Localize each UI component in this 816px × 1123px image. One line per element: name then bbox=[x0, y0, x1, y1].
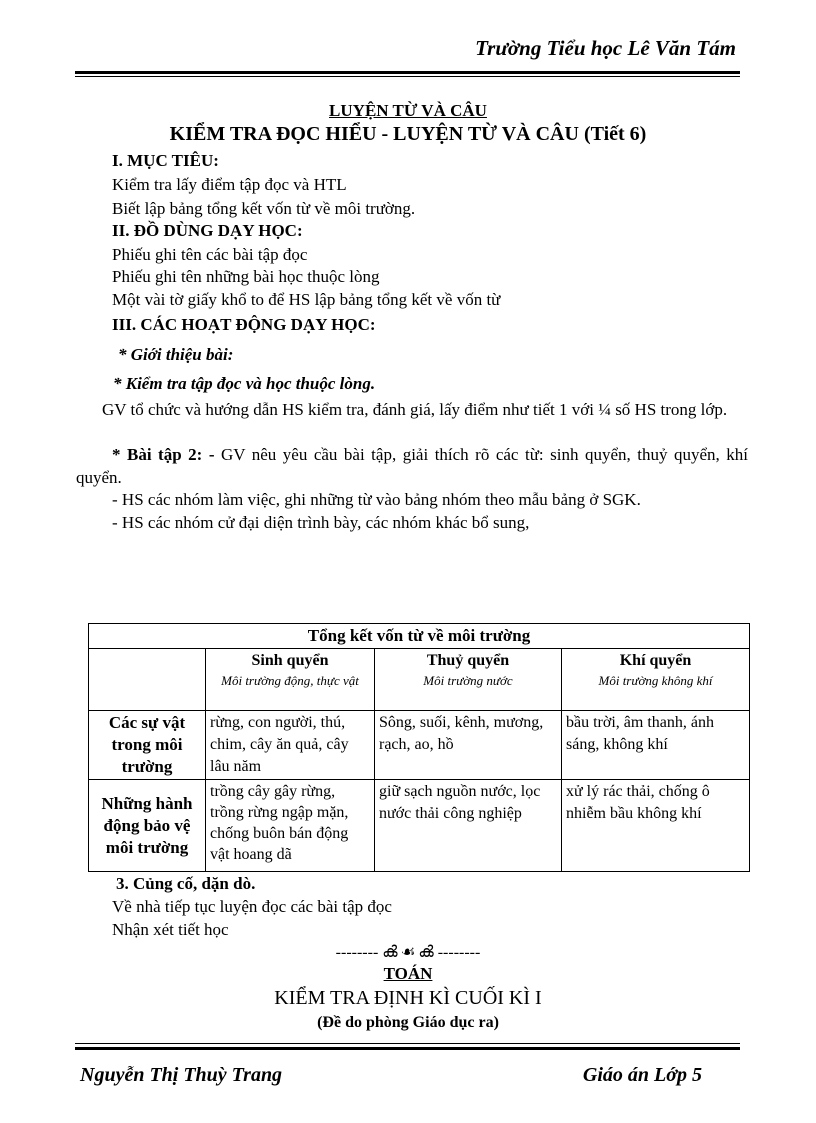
column-subtitle: Môi trường nước bbox=[423, 673, 513, 688]
lesson-title: KIỂM TRA ĐỌC HIỂU - LUYỆN TỪ VÀ CÂU (Tiết 6) bbox=[169, 123, 647, 145]
table-cell: trồng cây gây rừng, trồng rừng ngập mặn, chống buôn bán động vật hoang dã bbox=[206, 780, 375, 872]
next-subject: TOÁN bbox=[383, 964, 433, 983]
objective-item: Kiểm tra lấy điểm tập đọc và HTL bbox=[112, 175, 347, 194]
table-row bbox=[89, 780, 750, 872]
table-cell: xử lý rác thải, chống ô nhiễm bầu không khí bbox=[562, 780, 750, 872]
row-header: Những hành động bảo vệ môi trường bbox=[89, 780, 206, 872]
next-note: (Đề do phòng Giáo dục ra) bbox=[317, 1014, 499, 1031]
objective-item: Biết lập bảng tổng kết vốn từ về môi trường. bbox=[112, 199, 416, 218]
column-name: Sinh quyển bbox=[251, 652, 329, 669]
closing-line: Về nhà tiếp tục luyện đọc các bài tập đọc bbox=[112, 897, 392, 916]
activities-heading: III. CÁC HOẠT ĐỘNG DẠY HỌC: bbox=[112, 315, 376, 334]
check-label: * Kiểm tra tập đọc và học thuộc lòng. bbox=[113, 374, 376, 393]
column-subtitle: Môi trường không khí bbox=[598, 673, 713, 688]
material-item: Phiếu ghi tên những bài học thuộc lòng bbox=[112, 267, 380, 286]
table-cell: rừng, con người, thú, chim, cây ăn quả, cây lâu năm bbox=[206, 711, 375, 780]
exercise-2-text: GV nêu yêu cầu bài tập, giải thích rõ các từ: sinh quyển, thuỷ quyển, khí quyển. bbox=[76, 445, 748, 487]
column-name: Khí quyển bbox=[619, 652, 692, 669]
column-name: Thuỷ quyển bbox=[426, 652, 510, 669]
column-header bbox=[562, 649, 750, 711]
plan-label: Giáo án Lớp 5 bbox=[582, 1064, 702, 1086]
exercise-2 bbox=[76, 443, 748, 489]
table-cell: Sông, suối, kênh, mương, rạch, ao, hồ bbox=[375, 711, 562, 780]
dash-item: - HS các nhóm làm việc, ghi những từ vào bảng nhóm theo mẫu bảng ở SGK. bbox=[112, 490, 641, 509]
vocabulary-table bbox=[88, 623, 750, 872]
footer-rule bbox=[75, 1047, 740, 1050]
material-item: Một vài tờ giấy khổ to để HS lập bảng tổng kết về vốn từ bbox=[112, 290, 501, 309]
table-title: Tổng kết vốn từ về môi trường bbox=[89, 624, 750, 649]
table-cell: giữ sạch nguồn nước, lọc nước thải công nghiệp bbox=[375, 780, 562, 872]
closing-heading: 3. Củng cố, dặn dò. bbox=[116, 874, 256, 893]
column-header bbox=[206, 649, 375, 711]
exercise-2-label: * Bài tập 2: - bbox=[112, 445, 215, 464]
table-corner bbox=[89, 649, 206, 711]
section-divider: -------- ൿ ☙ ൿ -------- bbox=[335, 944, 481, 961]
school-name: Trường Tiểu học Lê Văn Tám bbox=[475, 36, 736, 60]
header-rule bbox=[75, 71, 740, 74]
material-item: Phiếu ghi tên các bài tập đọc bbox=[112, 245, 308, 264]
paragraph-1: GV tổ chức và hướng dẫn HS kiểm tra, đánh giá, lấy điểm như tiết 1 với ¼ số HS trong lớp. bbox=[102, 400, 728, 419]
dash-item: - HS các nhóm cử đại diện trình bày, các nhóm khác bổ sung, bbox=[112, 513, 530, 532]
lesson-subject: LUYỆN TỪ VÀ CÂU bbox=[329, 101, 487, 120]
column-header bbox=[375, 649, 562, 711]
footer-rule-thin bbox=[75, 1043, 740, 1044]
closing-line: Nhận xét tiết học bbox=[112, 920, 229, 939]
intro-label: * Giới thiệu bài: bbox=[118, 345, 234, 364]
column-subtitle: Môi trường động, thực vật bbox=[221, 673, 359, 688]
table-row bbox=[89, 711, 750, 780]
materials-heading: II. ĐỒ DÙNG DẠY HỌC: bbox=[112, 221, 303, 240]
row-header: Các sự vật trong môi trường bbox=[89, 711, 206, 780]
objectives-heading: I. MỤC TIÊU: bbox=[112, 151, 219, 170]
table-cell: bầu trời, âm thanh, ánh sáng, không khí bbox=[562, 711, 750, 780]
teacher-name: Nguyễn Thị Thuỳ Trang bbox=[80, 1064, 283, 1086]
next-title: KIỂM TRA ĐỊNH KÌ CUỐI KÌ I bbox=[274, 987, 542, 1009]
header-rule-thin bbox=[75, 76, 740, 77]
